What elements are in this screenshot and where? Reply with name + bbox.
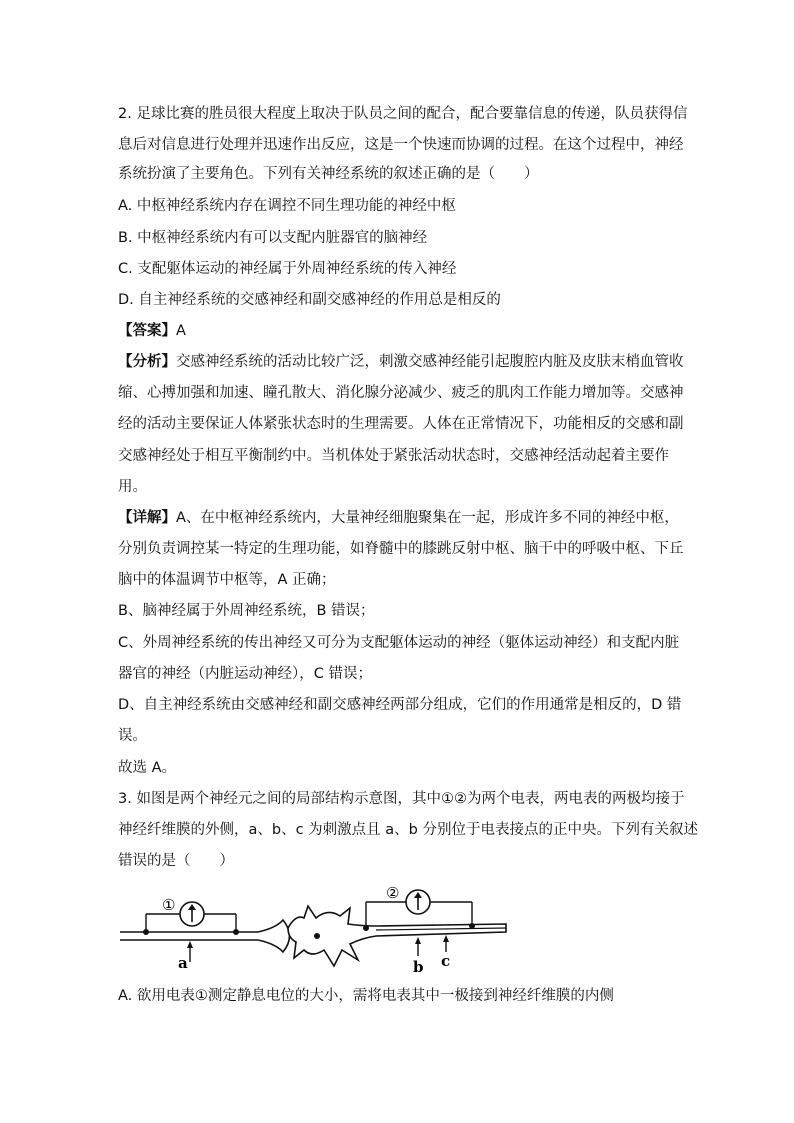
q2-option-a: A. 中枢神经系统内存在调控不同生理功能的神经中枢	[118, 198, 456, 214]
arrow-b-icon	[415, 937, 421, 944]
detail-text-1: A、在中枢神经系统内，大量神经细胞聚集在一起，形成许多不同的神经中枢，	[176, 510, 679, 526]
q2-analysis-line-2: 缩、心搏加强和加速、瞳孔散大、消化腺分泌减少、疲乏的肌肉工作能力增加等。交感神	[118, 385, 684, 401]
q2-analysis-line-4: 交感神经处于相互平衡制约中。当机体处于紧张活动状态时，交感神经活动起着主要作	[118, 448, 669, 464]
q3-stem-line-1: 3. 如图是两个神经元之间的局部结构示意图，其中①②为两个电表，两电表的两极均接于	[118, 791, 685, 807]
synaptic-knob	[258, 920, 290, 952]
q2-option-b: B. 中枢神经系统内有可以支配内脏器官的脑神经	[118, 230, 428, 246]
answer-value: A	[176, 323, 186, 339]
q2-detail-line-4: B、脑神经属于外周神经系统，B 错误；	[118, 603, 375, 619]
nucleus	[314, 933, 320, 939]
q2-analysis-line-5: 用。	[118, 479, 147, 495]
q2-detail-line-1	[118, 508, 679, 528]
analysis-text-1: 交感神经系统的活动比较广泛，刺激交感神经能引起腹腔内脏及皮肤末梢血管收	[176, 354, 684, 370]
q2-stem-line-3: 系统扮演了主要角色。下列有关神经系统的叙述正确的是（ ）	[118, 166, 539, 182]
q2-detail-line-9: 故选 A。	[118, 760, 177, 776]
q3-option-a: A. 欲用电表①测定静息电位的大小，需将电表其中一极接到神经纤维膜的内侧	[118, 988, 614, 1004]
point-a-label: a	[178, 954, 188, 972]
q2-stem-line-1: 2. 足球比赛的胜员很大程度上取决于队员之间的配合，配合要靠信息的传递，队员获得信	[118, 106, 688, 122]
q2-option-d: D. 自主神经系统的交感神经和副交感神经的作用总是相反的	[118, 292, 501, 308]
neuron-figure	[118, 880, 508, 980]
meter-1-electrode-right	[233, 929, 239, 935]
q2-option-c: C. 支配躯体运动的神经属于外周神经系统的传入神经	[118, 261, 457, 277]
analysis-label: 【分析】	[118, 354, 176, 370]
meter-2-label: ②	[386, 884, 400, 902]
arrow-c-icon	[443, 935, 449, 942]
q2-detail-line-7: D、自主神经系统由交感神经和副交感神经两部分组成，它们的作用通常是相反的，D 错	[118, 697, 682, 713]
q2-detail-line-3: 脑中的体温调节中枢等，A 正确；	[118, 572, 336, 588]
q3-stem-line-3: 错误的是（ ）	[118, 853, 234, 869]
point-c-label: c	[441, 952, 451, 970]
q2-detail-line-2: 分别负责调控某一特定的生理功能，如脊髓中的膝跳反射中枢、脑干中的呼吸中枢、下丘	[118, 541, 684, 557]
q2-analysis-line-3: 经的活动主要保证人体紧张状态时的生理需要。人体在正常情况下，功能相反的交感和副	[118, 416, 684, 432]
meter-1-label: ①	[162, 896, 176, 914]
q2-answer	[118, 321, 186, 341]
answer-label: 【答案】	[118, 323, 176, 339]
point-b-label: b	[413, 958, 424, 976]
q3-stem-line-2: 神经纤维膜的外侧，a、b、c 为刺激点且 a、b 分别位于电表接点的正中央。下列有关叙述	[118, 822, 698, 838]
q2-detail-line-8: 误。	[118, 728, 147, 744]
arrow-a-icon	[187, 941, 193, 948]
meter-2-electrode-left	[363, 925, 369, 931]
q2-analysis-line-1	[118, 352, 684, 372]
meter-2-electrode-right	[469, 923, 475, 929]
q2-detail-line-6: 器官的神经（内脏运动神经），C 错误；	[118, 666, 372, 682]
neuron-cell-body	[288, 906, 506, 966]
q2-stem-line-2: 息后对信息进行处理并迅速作出反应，这是一个快速而协调的过程。在这个过程中，神经	[118, 137, 684, 153]
q2-detail-line-5: C、外周神经系统的传出神经又可分为支配躯体运动的神经（躯体运动神经）和支配内脏	[118, 635, 680, 651]
detail-label: 【详解】	[118, 510, 176, 526]
meter-1-electrode-left	[143, 929, 149, 935]
